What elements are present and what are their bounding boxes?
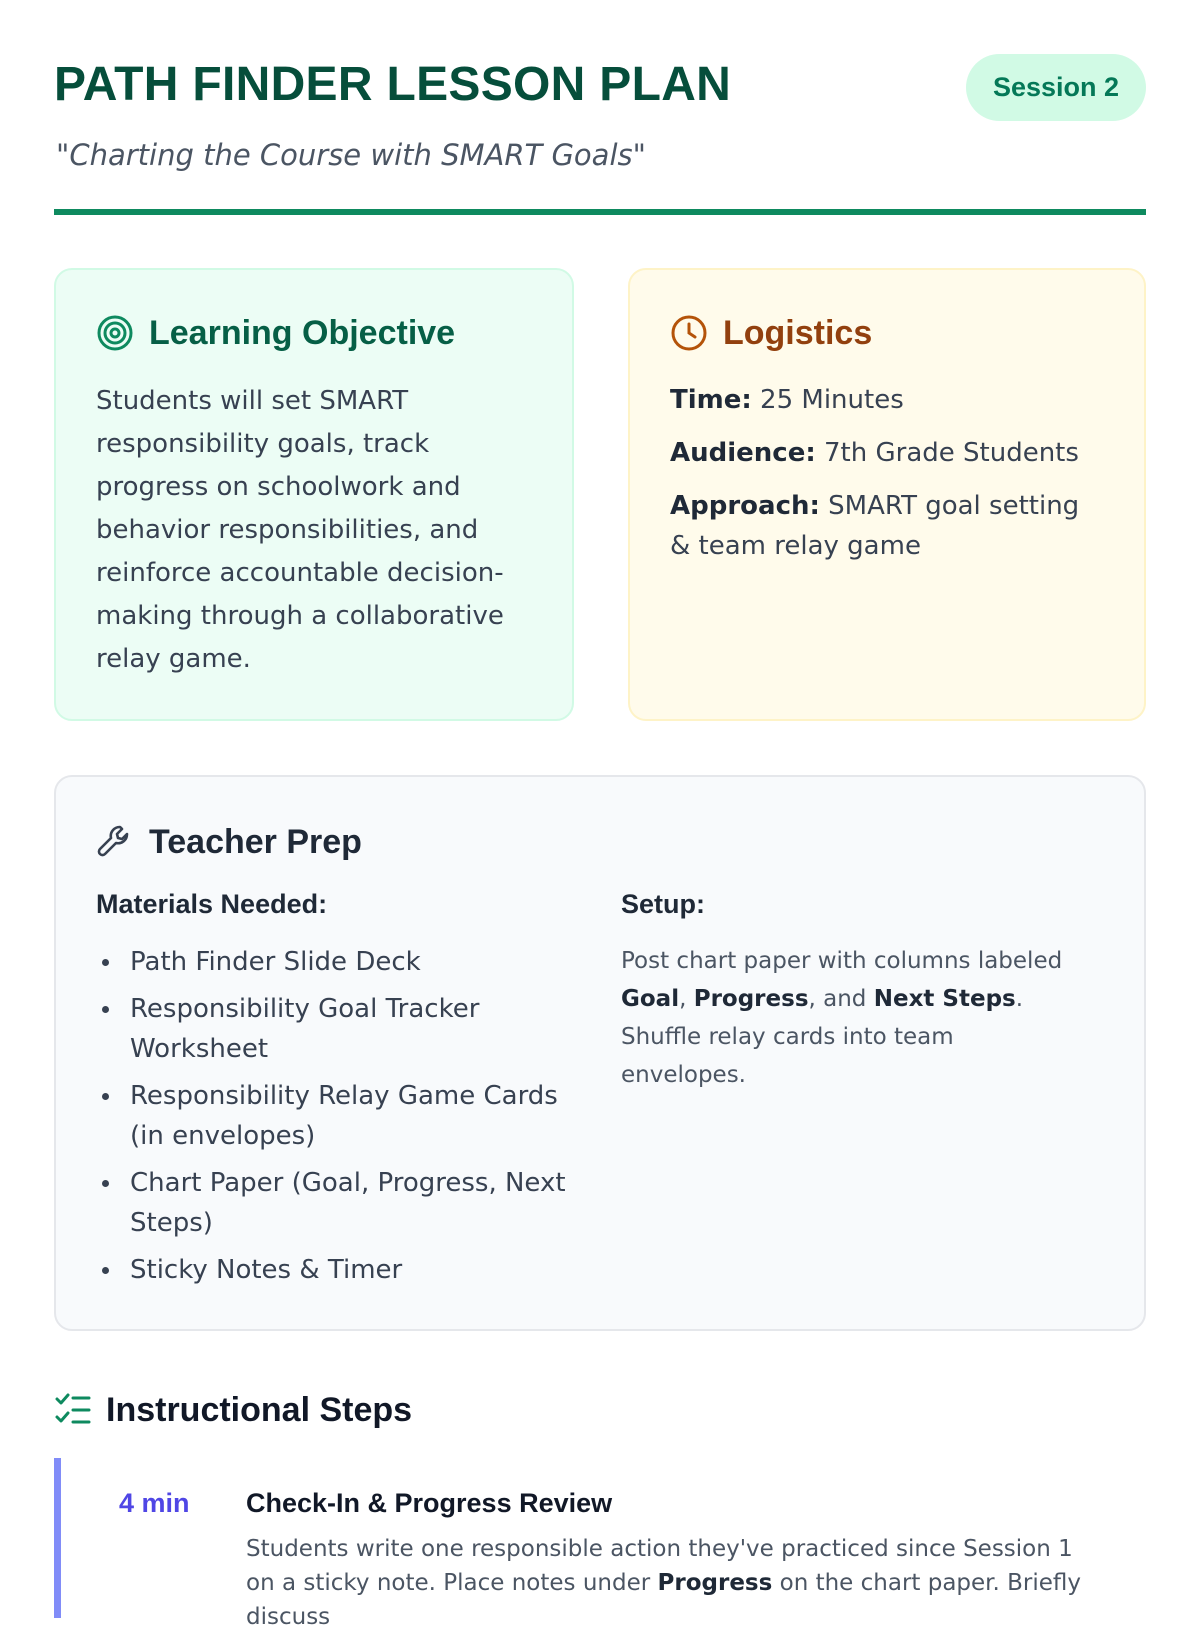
target-icon	[96, 314, 134, 352]
logistics-approach-value: SMART goal setting & team relay game	[670, 491, 1080, 561]
session-badge: Session 2	[966, 54, 1146, 121]
logistics-title: Logistics	[723, 313, 873, 352]
step-progress-term: Progress	[657, 1570, 773, 1596]
list-item: Sticky Notes & Timer	[96, 1250, 566, 1290]
setup-next-steps-term: Next Steps	[873, 986, 1016, 1012]
logistics-audience-value: 7th Grade Students	[815, 438, 1079, 468]
logistics-header	[670, 310, 1104, 356]
teacher-prep-header	[96, 819, 1104, 865]
logistics-time	[670, 380, 1104, 420]
materials-list	[96, 942, 566, 1290]
logistics-audience	[670, 433, 1104, 473]
header	[54, 0, 1146, 215]
list-item: Chart Paper (Goal, Progress, Next Steps)	[96, 1163, 566, 1243]
instructional-steps-header	[54, 1385, 412, 1435]
wrench-icon	[96, 823, 134, 861]
logistics-approach-label: Approach:	[670, 491, 820, 521]
setup-heading: Setup:	[621, 889, 705, 919]
learning-objective-text: Students will set SMART responsibility goals, track progress on schoolwork and behavior responsibilities, and reinforce accountable decision-making through a collaborative relay game.	[96, 386, 504, 674]
logistics-audience-label: Audience:	[670, 438, 816, 468]
step-text-part: Students write one responsible action they've practiced since Session 1 on a sticky note. Place notes under	[246, 1536, 1073, 1596]
setup-text-part: . Shuffle relay cards into team envelopes.	[621, 986, 1024, 1088]
setup-progress-term: Progress	[693, 986, 809, 1012]
list-item: Path Finder Slide Deck	[96, 942, 566, 982]
teacher-prep-card	[54, 775, 1146, 1331]
setup-text	[621, 942, 1081, 1094]
setup-text-part: , and	[808, 986, 874, 1012]
setup-goal-term: Goal	[621, 986, 680, 1012]
setup-text-part: Post chart paper with columns labeled	[621, 948, 1063, 974]
page-subtitle: "Charting the Course with SMART Goals"	[56, 138, 646, 172]
checklist-icon	[54, 1391, 92, 1429]
materials-column	[96, 889, 566, 1297]
step-time: 4 min	[119, 1488, 190, 1518]
learning-objective-header	[96, 310, 532, 356]
clock-icon	[670, 314, 708, 352]
setup-column	[621, 889, 1081, 1094]
step-text-part: on the chart paper. Briefly discuss	[246, 1570, 1082, 1630]
logistics-time-value: 25 Minutes	[751, 385, 904, 415]
logistics-approach	[670, 486, 1104, 566]
teacher-prep-title: Teacher Prep	[149, 822, 362, 861]
list-item: Responsibility Goal Tracker Worksheet	[96, 989, 566, 1069]
overview-cards	[54, 268, 1146, 721]
materials-heading: Materials Needed:	[96, 889, 328, 919]
step-card	[54, 1458, 1146, 1630]
logistics-card	[628, 268, 1146, 721]
page-title: PATH FINDER LESSON PLAN	[54, 58, 732, 111]
logistics-time-label: Time:	[670, 385, 752, 415]
step-description	[246, 1532, 1106, 1634]
learning-objective-card	[54, 268, 574, 721]
list-item: Responsibility Relay Game Cards (in envelopes)	[96, 1076, 566, 1156]
instructional-steps-title: Instructional Steps	[106, 1390, 413, 1429]
learning-objective-title: Learning Objective	[149, 313, 456, 352]
step-title: Check-In & Progress Review	[246, 1488, 613, 1518]
setup-text-part: ,	[679, 986, 694, 1012]
